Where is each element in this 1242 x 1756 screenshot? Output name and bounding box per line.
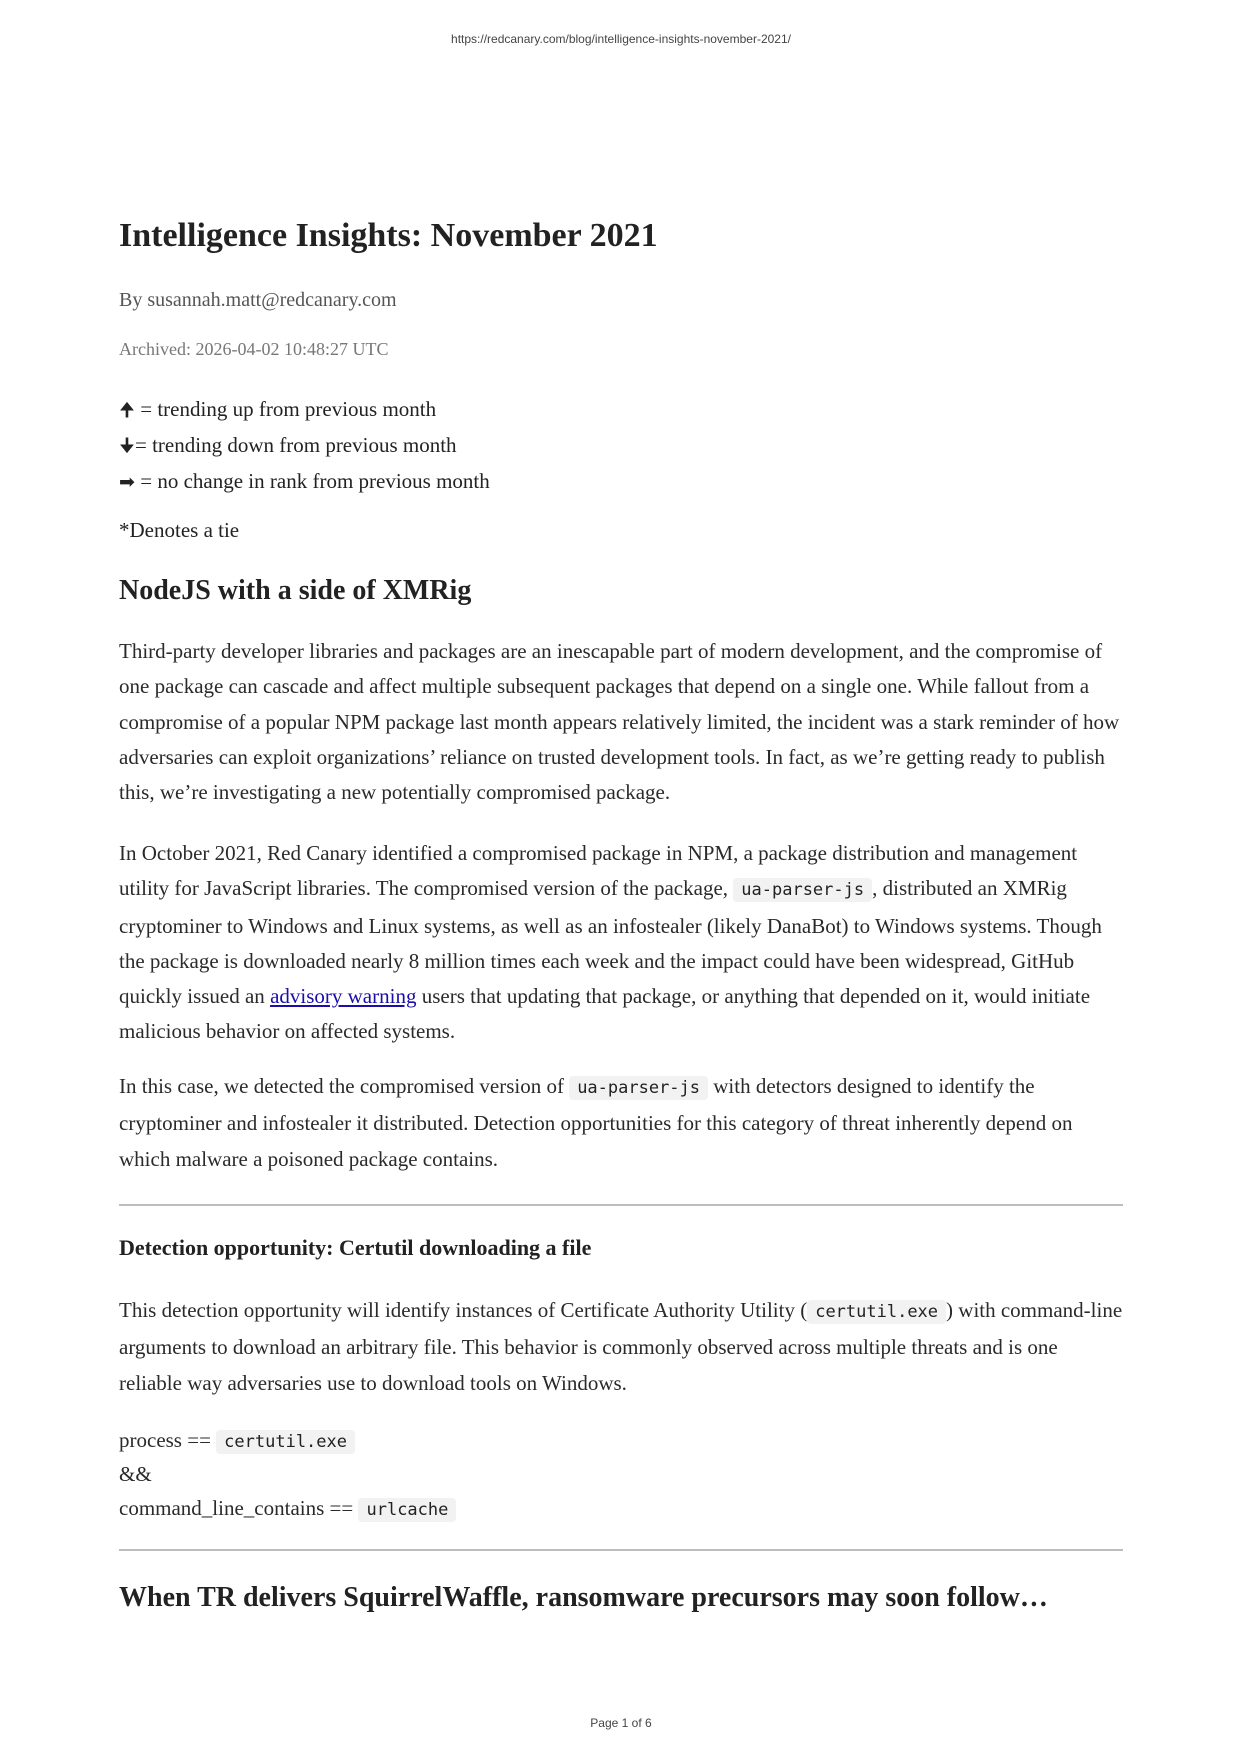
divider-2: [119, 1549, 1123, 1551]
legend-item-up: 🠉 = trending up from previous month: [119, 392, 490, 428]
paragraph-npm-compromise: In October 2021, Red Canary identified a compromised package in NPM, a package distribution and management utility for JavaScript libraries. The compromised version of the package, ua-parser-js , distributed an XMRig cryptominer to Windows and Linux systems, as well as an infostealer (likely DanaBot) to Windows systems. Though the package is downloaded nearly 8 million times each week and the impact could have been widespread, GitHub quickly issued an advisory warning users that updating that package, or anything that depended on it, would initiate malicious behavior on affected systems.: [119, 841, 1102, 1044]
divider: [119, 1204, 1123, 1206]
paragraph-certutil: This detection opportunity will identify instances of Certificate Authority Utility ( certutil.exe ) with command-line arguments to download an arbitrary file. This behavior is commonly observed across multiple threats and is one reliable way adversaries use to download tools on Windows.: [119, 1298, 1123, 1395]
trend-legend: [119, 392, 490, 500]
detection-opportunity-heading: Detection opportunity: Certutil downloading a file: [119, 1235, 592, 1260]
page-number: Page 1 of 6: [590, 1716, 652, 1730]
paragraph-intro: Third-party developer libraries and packages are an inescapable part of modern development, and the compromise of one package can cascade and affect multiple subsequent packages that depend on a single one. While fallout from a compromise of a popular NPM package last month appears relatively limited, the incident was a stark reminder of how adversaries can exploit organizations’ reliance on trusted development tools. In fact, as we’re getting ready to publish this, we’re investigating a new potentially compromised package.: [119, 639, 1120, 805]
up-arrow-icon: 🠉: [119, 399, 135, 421]
advisory-warning-link[interactable]: advisory warning: [270, 984, 417, 1009]
inline-code-certutil-rule: certutil.exe: [216, 1430, 355, 1454]
legend-item-down: 🠋= trending down from previous month: [119, 428, 490, 464]
detection-rule-line-process: process == certutil.exe: [119, 1423, 355, 1459]
tie-note: *Denotes a tie: [119, 518, 240, 542]
detection-rule-line-command: command_line_contains == urlcache: [119, 1491, 456, 1527]
article-title: Intelligence Insights: November 2021: [119, 217, 658, 254]
paragraph-detection-summary: In this case, we detected the compromised version of ua-parser-js with detectors designed to identify the cryptominer and infostealer it distributed. Detection opportunities for this category of threat inherently depend on which malware a poisoned package contains.: [119, 1074, 1073, 1171]
archived-timestamp: Archived: 2026-04-02 10:48:27 UTC: [119, 339, 389, 359]
inline-code-ua-parser-js: ua-parser-js: [733, 878, 872, 902]
inline-code-ua-parser-js-2: ua-parser-js: [569, 1076, 708, 1100]
inline-code-urlcache: urlcache: [358, 1498, 456, 1522]
section-heading-squirrelwaffle: When TR delivers SquirrelWaffle, ransomware precursors may soon follow…: [119, 1582, 1048, 1613]
inline-code-certutil: certutil.exe: [807, 1300, 946, 1324]
right-arrow-icon: ➡: [119, 471, 135, 493]
legend-item-no-change: ➡ = no change in rank from previous month: [119, 464, 490, 500]
detection-rule-line-and: &&: [119, 1462, 152, 1486]
page-url-header: https://redcanary.com/blog/intelligence-insights-november-2021/: [451, 32, 791, 46]
article-byline: By susannah.matt@redcanary.com: [119, 289, 397, 311]
section-heading-nodejs: NodeJS with a side of XMRig: [119, 575, 472, 606]
down-arrow-icon: 🠋: [119, 435, 135, 457]
